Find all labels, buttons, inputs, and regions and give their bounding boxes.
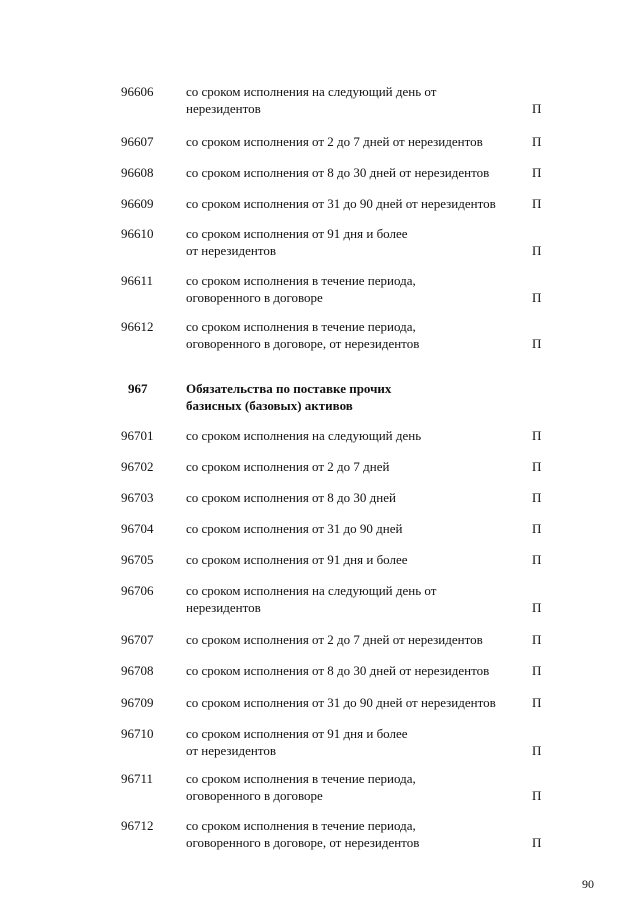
description-line: со сроком исполнения на следующий день от <box>186 84 437 99</box>
account-type-mark: П <box>532 600 542 615</box>
account-type-mark: П <box>532 165 542 180</box>
account-description <box>186 318 516 352</box>
description-line: оговоренного в договоре <box>186 290 323 305</box>
account-description <box>186 489 516 506</box>
account-description <box>186 770 516 804</box>
description-line: со сроком исполнения от 31 до 90 дней от нерезидентов <box>186 695 496 710</box>
account-description <box>186 817 516 851</box>
account-description <box>186 662 516 679</box>
account-description <box>186 272 516 306</box>
account-code: 96610 <box>121 226 154 241</box>
account-type-mark: П <box>532 552 542 567</box>
account-type-mark: П <box>532 788 542 803</box>
account-type-mark: П <box>532 490 542 505</box>
account-code: 96611 <box>121 273 154 288</box>
account-type-mark: П <box>532 243 542 258</box>
account-code: 96703 <box>121 490 154 505</box>
account-code: 96711 <box>121 771 154 786</box>
account-description <box>186 582 516 616</box>
description-line: со сроком исполнения от 91 дня и более <box>186 726 408 741</box>
description-line: от нерезидентов <box>186 243 276 258</box>
account-code: 96701 <box>121 428 154 443</box>
account-description <box>186 694 516 711</box>
account-code: 96704 <box>121 521 154 536</box>
account-description <box>186 164 516 181</box>
account-code: 96705 <box>121 552 154 567</box>
page-number: 90 <box>582 877 594 891</box>
description-line: со сроком исполнения от 8 до 30 дней от нерезидентов <box>186 663 490 678</box>
account-code: 96608 <box>121 165 154 180</box>
account-code: 96702 <box>121 459 154 474</box>
account-code: 96710 <box>121 726 154 741</box>
account-type-mark: П <box>532 290 542 305</box>
account-description <box>186 195 516 212</box>
description-line: со сроком исполнения на следующий день <box>186 428 422 443</box>
account-description <box>186 725 516 759</box>
section-title-line: базисных (базовых) активов <box>186 398 353 413</box>
section-title <box>186 380 516 414</box>
description-line: со сроком исполнения на следующий день от <box>186 583 437 598</box>
account-code: 96708 <box>121 663 154 678</box>
description-line: со сроком исполнения в течение периода, <box>186 319 416 334</box>
description-line: оговоренного в договоре <box>186 788 323 803</box>
description-line: нерезидентов <box>186 101 261 116</box>
description-line: со сроком исполнения в течение периода, <box>186 273 416 288</box>
description-line: оговоренного в договоре, от нерезидентов <box>186 835 420 850</box>
description-line: со сроком исполнения от 2 до 7 дней <box>186 459 390 474</box>
section-code: 967 <box>128 381 148 396</box>
description-line: со сроком исполнения от 8 до 30 дней от нерезидентов <box>186 165 490 180</box>
account-type-mark: П <box>532 196 542 211</box>
account-description <box>186 520 516 537</box>
account-code: 96612 <box>121 319 154 334</box>
account-type-mark: П <box>532 695 542 710</box>
account-type-mark: П <box>532 743 542 758</box>
account-code: 96606 <box>121 84 154 99</box>
account-description <box>186 133 516 150</box>
description-line: со сроком исполнения в течение периода, <box>186 818 416 833</box>
account-code: 96712 <box>121 818 154 833</box>
section-title-line: Обязательства по поставке прочих <box>186 381 392 396</box>
description-line: со сроком исполнения в течение периода, <box>186 771 416 786</box>
account-type-mark: П <box>532 336 542 351</box>
account-description <box>186 458 516 475</box>
description-line: со сроком исполнения от 8 до 30 дней <box>186 490 396 505</box>
account-code: 96707 <box>121 632 154 647</box>
account-type-mark: П <box>532 663 542 678</box>
account-type-mark: П <box>532 428 542 443</box>
description-line: оговоренного в договоре, от нерезидентов <box>186 336 420 351</box>
account-description <box>186 551 516 568</box>
account-type-mark: П <box>532 835 542 850</box>
description-line: нерезидентов <box>186 600 261 615</box>
description-line: со сроком исполнения от 2 до 7 дней от нерезидентов <box>186 134 483 149</box>
account-description <box>186 631 516 648</box>
description-line: со сроком исполнения от 2 до 7 дней от нерезидентов <box>186 632 483 647</box>
account-type-mark: П <box>532 521 542 536</box>
description-line: от нерезидентов <box>186 743 276 758</box>
description-line: со сроком исполнения от 31 до 90 дней от нерезидентов <box>186 196 496 211</box>
account-code: 96607 <box>121 134 154 149</box>
account-description <box>186 83 516 117</box>
account-type-mark: П <box>532 134 542 149</box>
account-description <box>186 427 516 444</box>
account-type-mark: П <box>532 632 542 647</box>
description-line: со сроком исполнения от 91 дня и более <box>186 226 408 241</box>
description-line: со сроком исполнения от 91 дня и более <box>186 552 408 567</box>
account-description <box>186 225 516 259</box>
description-line: со сроком исполнения от 31 до 90 дней <box>186 521 403 536</box>
account-type-mark: П <box>532 459 542 474</box>
account-type-mark: П <box>532 101 542 116</box>
account-code: 96709 <box>121 695 154 710</box>
account-code: 96609 <box>121 196 154 211</box>
account-code: 96706 <box>121 583 154 598</box>
